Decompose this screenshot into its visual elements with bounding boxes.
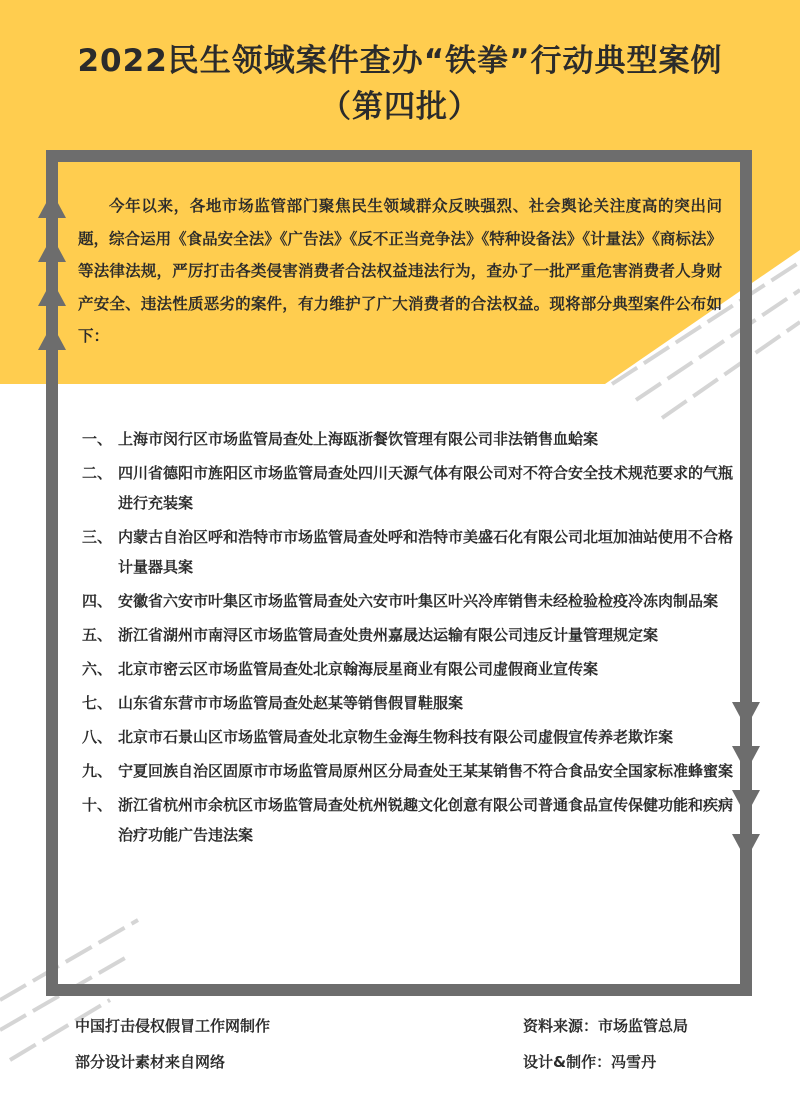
footer-source: 资料来源：市场监管总局 bbox=[523, 1017, 689, 1035]
case-text: 上海市闵行区市场监管局查处上海瓯浙餐饮管理有限公司非法销售血蛤案 bbox=[118, 430, 599, 448]
case-item bbox=[82, 522, 742, 582]
title-line-2: （第四批） bbox=[320, 89, 480, 125]
footer-material-note: 部分设计素材来自网络 bbox=[75, 1053, 226, 1071]
case-number: 一、 bbox=[82, 430, 113, 448]
title-line-1: 2022民生领域案件查办“铁拳”行动典型案例 bbox=[77, 43, 723, 79]
case-number: 三、 bbox=[82, 528, 113, 546]
case-number: 五、 bbox=[82, 626, 113, 644]
footer-designer: 设计&制作：冯雪丹 bbox=[523, 1053, 657, 1071]
case-number: 二、 bbox=[82, 464, 113, 482]
case-number: 八、 bbox=[82, 728, 113, 746]
intro-paragraph: 今年以来，各地市场监管部门聚焦民生领域群众反映强烈、社会舆论关注度高的突出问题，综合运用《食品安全法》《广告法》《反不正当竞争法》《特种设备法》《计量法》《商标法》等法律法规，严厉打击各类侵害消费者合法权益违法行为，查办了一批严重危害消费者人身财产安全、违法性质恶劣的案件，有力维护了广大消费者的合法权益。现将部分典型案件公布如下： bbox=[78, 197, 722, 345]
case-item bbox=[82, 722, 742, 752]
case-number: 四、 bbox=[82, 592, 113, 610]
case-item bbox=[82, 688, 742, 718]
case-text: 四川省德阳市旌阳区市场监管局查处四川天源气体有限公司对不符合安全技术规范要求的气瓶进行充装案 bbox=[118, 464, 734, 512]
footer-producer: 中国打击侵权假冒工作网制作 bbox=[75, 1017, 271, 1035]
page-title bbox=[0, 38, 800, 130]
case-text: 浙江省湖州市南浔区市场监管局查处贵州嘉晟达运输有限公司违反计量管理规定案 bbox=[118, 626, 659, 644]
case-text: 北京市石景山区市场监管局查处北京物生金海生物科技有限公司虚假宣传养老欺诈案 bbox=[118, 728, 674, 746]
case-list bbox=[82, 424, 742, 854]
case-item bbox=[82, 620, 742, 650]
case-number: 七、 bbox=[82, 694, 113, 712]
case-item bbox=[82, 586, 742, 616]
case-item bbox=[82, 756, 742, 786]
case-item bbox=[82, 424, 742, 454]
case-item bbox=[82, 458, 742, 518]
case-item bbox=[82, 654, 742, 684]
footer-credits-left bbox=[75, 1008, 270, 1080]
case-text: 宁夏回族自治区固原市市场监管局原州区分局查处王某某销售不符合食品安全国家标准蜂蜜案 bbox=[118, 762, 734, 780]
case-number: 十、 bbox=[82, 796, 113, 814]
case-text: 北京市密云区市场监管局查处北京翰海辰星商业有限公司虚假商业宣传案 bbox=[118, 660, 599, 678]
case-text: 山东省东营市市场监管局查处赵某等销售假冒鞋服案 bbox=[118, 694, 464, 712]
case-text: 安徽省六安市叶集区市场监管局查处六安市叶集区叶兴冷库销售未经检验检疫冷冻肉制品案 bbox=[118, 592, 719, 610]
case-number: 九、 bbox=[82, 762, 113, 780]
case-text: 浙江省杭州市余杭区市场监管局查处杭州锐趣文化创意有限公司普通食品宣传保健功能和疾病治疗功能广告违法案 bbox=[118, 796, 734, 844]
case-item bbox=[82, 790, 742, 850]
case-text: 内蒙古自治区呼和浩特市市场监管局查处呼和浩特市美盛石化有限公司北垣加油站使用不合格计量器具案 bbox=[118, 528, 734, 576]
case-number: 六、 bbox=[82, 660, 113, 678]
footer-credits-right bbox=[523, 1008, 688, 1080]
